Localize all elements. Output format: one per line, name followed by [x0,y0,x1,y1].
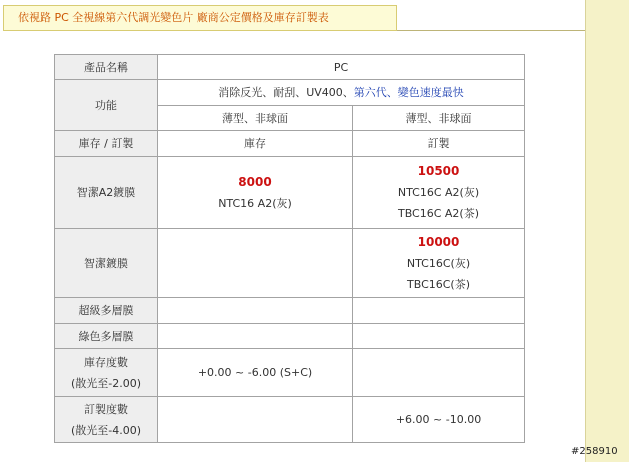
a2-custom-price: 10500 [417,164,460,178]
function-features [158,80,525,106]
side-stripe [585,0,629,462]
label-super-multicoat: 超級多層膜 [55,298,158,324]
label-custom-power-line-2: (散光至-4.00) [70,423,142,437]
stock-value: 庫存 [158,131,353,157]
super-custom-cell [353,298,525,324]
banner-rule [397,30,585,31]
function-type-left: 薄型、非球面 [158,106,353,131]
table-row [55,229,525,298]
table-row [55,80,525,106]
smart-custom-model-2: TBC16C(茶) [407,277,471,291]
label-stock-power-line-2: (散光至-2.00) [70,376,142,390]
smart-stock-cell [158,229,353,298]
stock-power-range: +0.00 ~ -6.00 (S+C) [158,349,353,397]
table-row [55,298,525,324]
table-row [55,324,525,349]
table-row [55,157,525,229]
label-custom-power-line-1: 訂製度數 [84,402,128,416]
super-stock-cell [158,298,353,324]
label-function: 功能 [55,80,158,131]
a2-stock-model: NTC16 A2(灰) [218,196,292,210]
green-custom-cell [353,324,525,349]
label-custom-power [55,397,158,443]
post-id-watermark: #258910 [571,446,618,457]
table-row [55,55,525,80]
product-name-value: PC [158,55,525,80]
spec-table [54,54,525,443]
green-stock-cell [158,324,353,349]
custom-power-stock-cell [158,397,353,443]
page-banner: 依視路 PC 全視線第六代調光變色片 廠商公定價格及庫存訂製表 [3,5,397,31]
label-smart-coating: 智潔鍍膜 [55,229,158,298]
smart-custom-cell [353,229,525,298]
a2-stock-price: 8000 [238,174,272,189]
label-stock-custom: 庫存 / 訂製 [55,131,158,157]
label-product-name: 產品名稱 [55,55,158,80]
function-features-highlight: 第六代、變色速度最快 [353,86,464,99]
label-stock-power [55,349,158,397]
label-a2-coating: 智潔A2鍍膜 [55,157,158,229]
function-features-text: 消除反光、耐刮、UV400、 [218,86,354,99]
custom-value: 訂製 [353,131,525,157]
label-stock-power-line-1: 庫存度數 [84,355,128,369]
table-row [55,131,525,157]
smart-custom-price: 10000 [417,234,460,249]
custom-power-range: +6.00 ~ -10.00 [353,397,525,443]
table-row [55,397,525,443]
a2-custom-model-2: TBC16C A2(茶) [397,207,480,220]
stock-power-custom-cell [353,349,525,397]
smart-custom-model-1: NTC16C(灰) [406,256,471,270]
a2-stock-cell [158,157,353,229]
table-row [55,349,525,397]
a2-custom-cell [353,157,525,229]
label-green-multicoat: 綠色多層膜 [55,324,158,349]
a2-custom-model-1: NTC16C A2(灰) [397,186,480,199]
function-type-right: 薄型、非球面 [353,106,525,131]
